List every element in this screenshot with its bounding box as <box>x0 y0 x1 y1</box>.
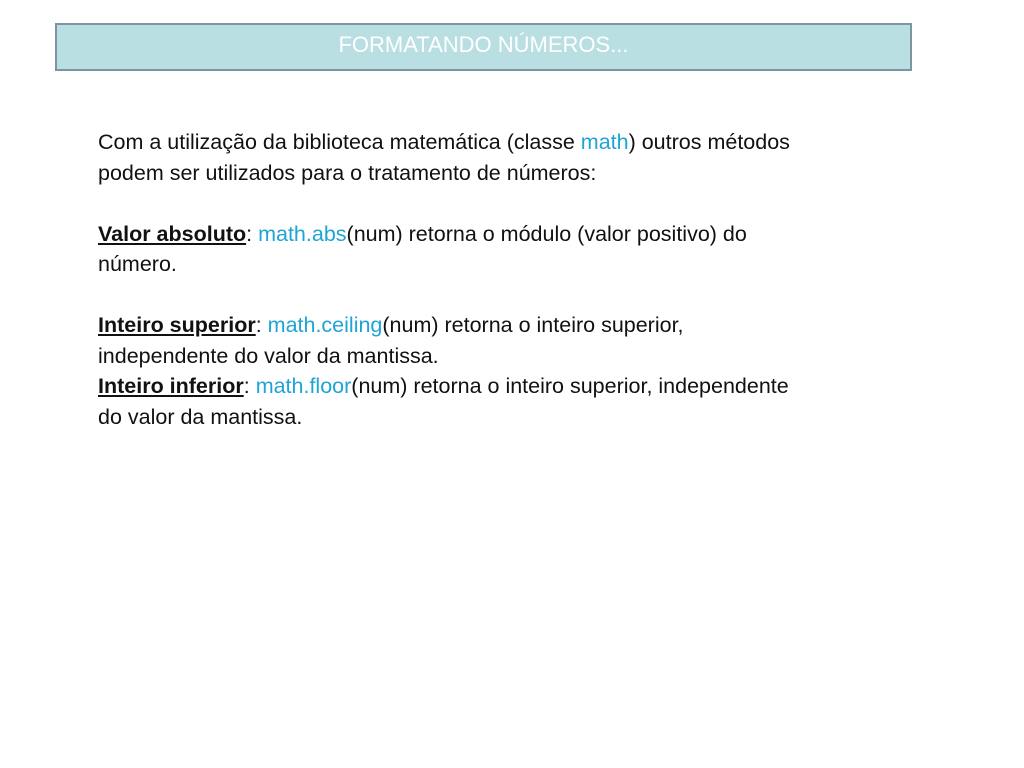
intro-paragraph <box>98 127 818 188</box>
item-inteiro-superior <box>98 310 818 371</box>
item-method: math.ceiling <box>267 313 383 337</box>
slide-body <box>98 127 818 432</box>
item-inteiro-inferior <box>98 371 818 432</box>
slide-title: FORMATANDO NÚMEROS... <box>338 32 629 57</box>
item-method: math.floor <box>255 374 352 398</box>
paragraph-spacer <box>98 280 818 311</box>
item-description: (num) retorna o módulo (valor positivo) do número. <box>98 221 747 276</box>
item-method: math.abs <box>258 221 347 246</box>
title-banner <box>55 23 912 71</box>
item-valor-absoluto <box>98 219 818 280</box>
paragraph-spacer <box>98 188 818 219</box>
item-separator: : <box>243 374 256 398</box>
item-separator: : <box>246 221 259 246</box>
intro-class-name: math <box>580 130 629 154</box>
item-term: Inteiro inferior <box>98 374 244 398</box>
intro-text-after: ) outros métodos podem ser utilizados para o tratamento de números: <box>98 130 790 185</box>
item-description: (num) retorna o inteiro superior, independente do valor da mantissa. <box>98 374 789 429</box>
intro-text-before: Com a utilização da biblioteca matemática (classe <box>98 130 581 154</box>
item-term: Inteiro superior <box>98 313 256 337</box>
item-separator: : <box>255 313 268 337</box>
item-term: Valor absoluto <box>98 221 247 246</box>
item-description: (num) retorna o inteiro superior, independente do valor da mantissa. <box>98 313 684 368</box>
